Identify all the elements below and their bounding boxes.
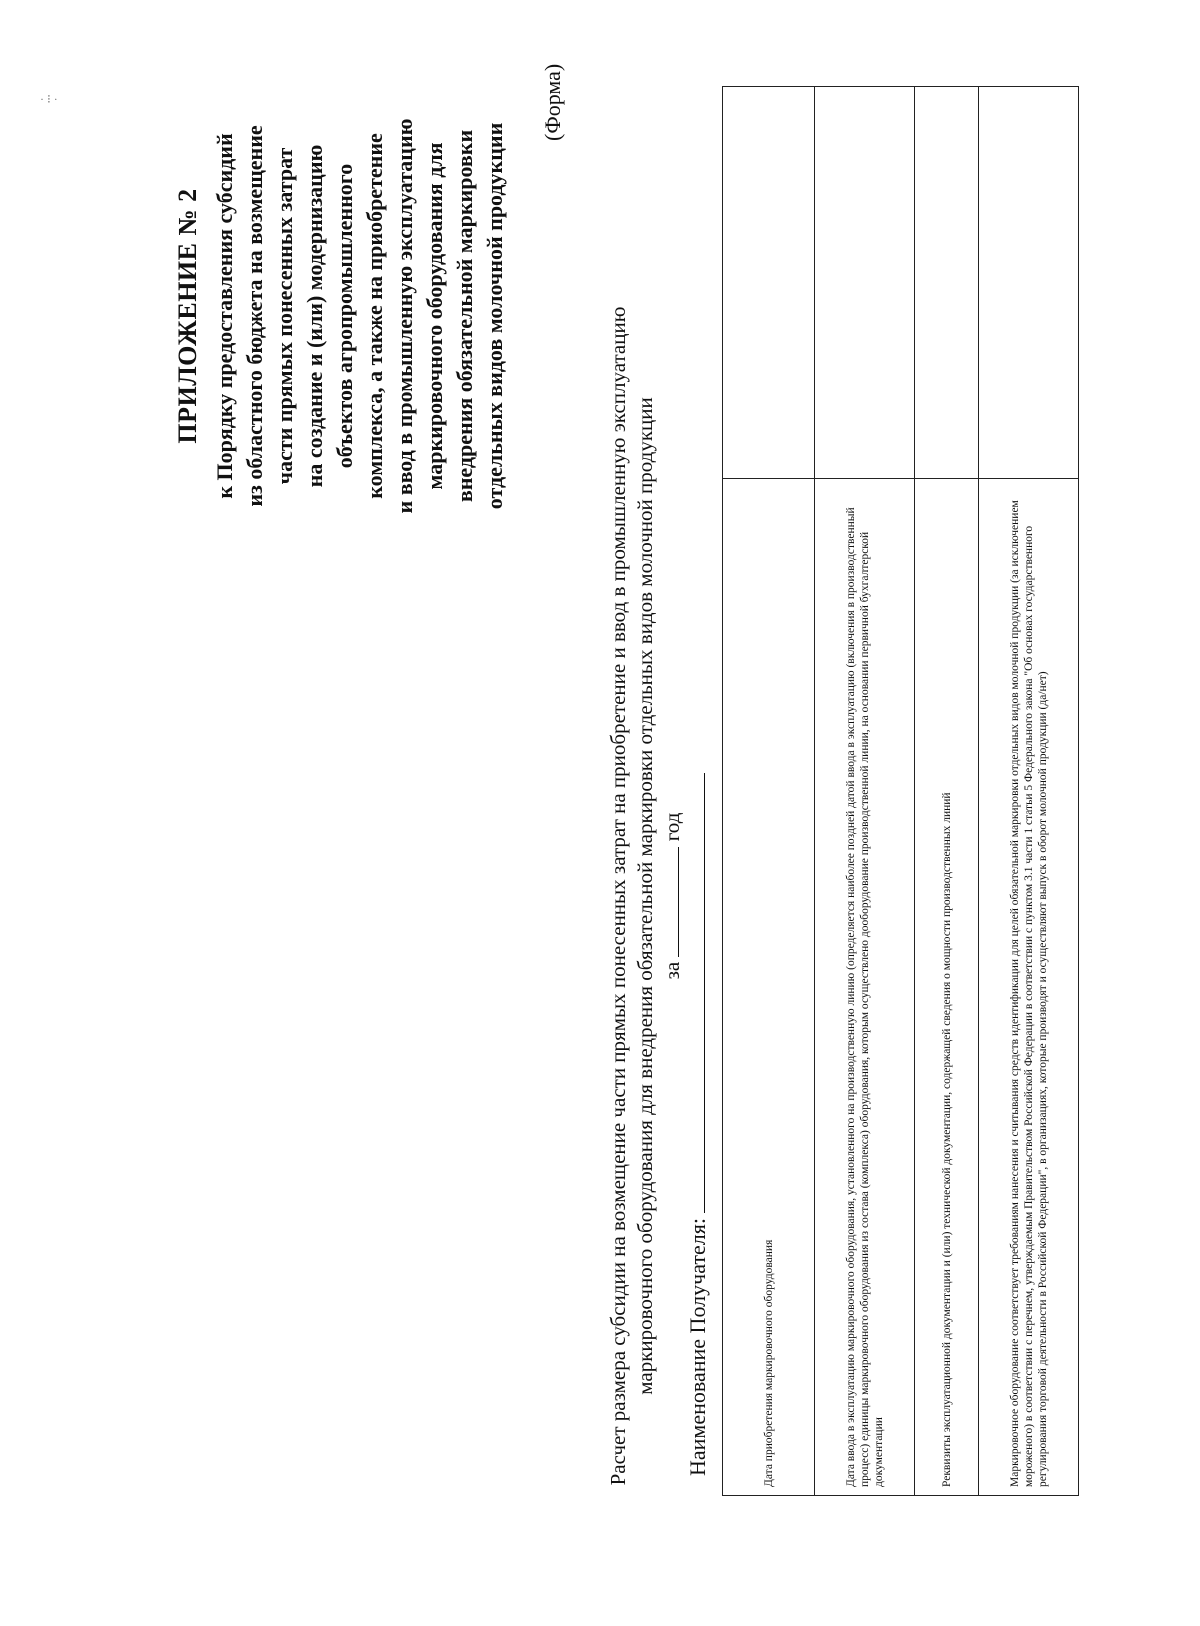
- recipient-label: Наименование Получателя:: [685, 1218, 710, 1476]
- appendix-title: ПРИЛОЖЕНИЕ № 2: [173, 188, 202, 444]
- period-prefix: за: [660, 961, 684, 980]
- appendix-line: из областного бюджета на возмещение: [242, 125, 267, 507]
- table-row: [723, 87, 815, 1496]
- recipient-blank-field[interactable]: [686, 773, 705, 1213]
- row-label-cell: Дата приобретения маркировочного оборудования: [723, 479, 815, 1496]
- calculation-title-line: маркировочного оборудования для внедрения обязательной маркировки отдельных видов молочной продукции: [633, 397, 657, 1395]
- appendix-line: объектов агропромышленного: [332, 163, 357, 469]
- row-label-cell: Реквизиты эксплуатационной документации и (или) технической документации, содержащей сведения о мощности производственных линий: [915, 479, 979, 1496]
- table-row: [979, 87, 1079, 1496]
- form-note: (Форма): [540, 63, 565, 141]
- recipient-row: [685, 773, 711, 1476]
- calculation-title-line: Расчет размера субсидии на возмещение части прямых понесенных затрат на приобретение и ввод в промышленную эксплуатацию: [606, 306, 630, 1486]
- calculation-title: [605, 246, 686, 1546]
- row-label-cell: Маркировочное оборудование соответствует требованиям нанесения и считывания средств идентификации для целей обязательной маркировки отдельных видов молочной продукции (за исключением мороженого) в соответствии с перечнем, утверждаемым Правительством Российской Федерации в соответствии с пунктом 3.1 части 1 статьи 5 Федерального закона "Об основах государственного регулирования торговой деятельности в Российской Федерации", в организациях, которые производят и осуществляют выпуск в оборот молочной продукции (да/нет): [979, 479, 1079, 1496]
- table-row: [815, 87, 915, 1496]
- row-value-cell[interactable]: [915, 87, 979, 479]
- appendix-line: маркировочного оборудования для: [422, 142, 447, 490]
- row-value-cell[interactable]: [815, 87, 915, 479]
- row-value-cell[interactable]: [979, 87, 1079, 479]
- appendix-description: [210, 16, 510, 616]
- appendix-line: комплекса, а также на приобретение: [362, 133, 387, 499]
- appendix-line: к Порядку предоставления субсидий: [212, 133, 237, 499]
- table-row: [915, 87, 979, 1496]
- appendix-line: внедрения обязательной маркировки: [452, 129, 477, 503]
- subsidy-form-table: [722, 86, 1079, 1496]
- row-value-cell[interactable]: [723, 87, 815, 479]
- appendix-line: части прямых понесенных затрат: [272, 147, 297, 485]
- appendix-line: отдельных видов молочной продукции: [482, 122, 507, 510]
- scan-marks: · ⁝ ·: [40, 92, 58, 106]
- period-suffix: год: [660, 812, 684, 842]
- period-blank-field[interactable]: [660, 847, 679, 957]
- appendix-line: и ввод в промышленную эксплуатацию: [392, 118, 417, 514]
- row-label-cell: Дата ввода в эксплуатацию маркировочного оборудования, установленного на производственную линию (определяется наиболее поздней датой ввода в эксплуатацию (включения в производственный процесс) единицы маркировочного оборудования из состава (комплекса) оборудования, которым осуществлено дооборудование производственной линии, на основании первичной бухгалтерской документации: [815, 479, 915, 1496]
- period-line: [659, 813, 686, 980]
- appendix-heading: [170, 16, 510, 616]
- appendix-line: на создание и (или) модернизацию: [302, 144, 327, 488]
